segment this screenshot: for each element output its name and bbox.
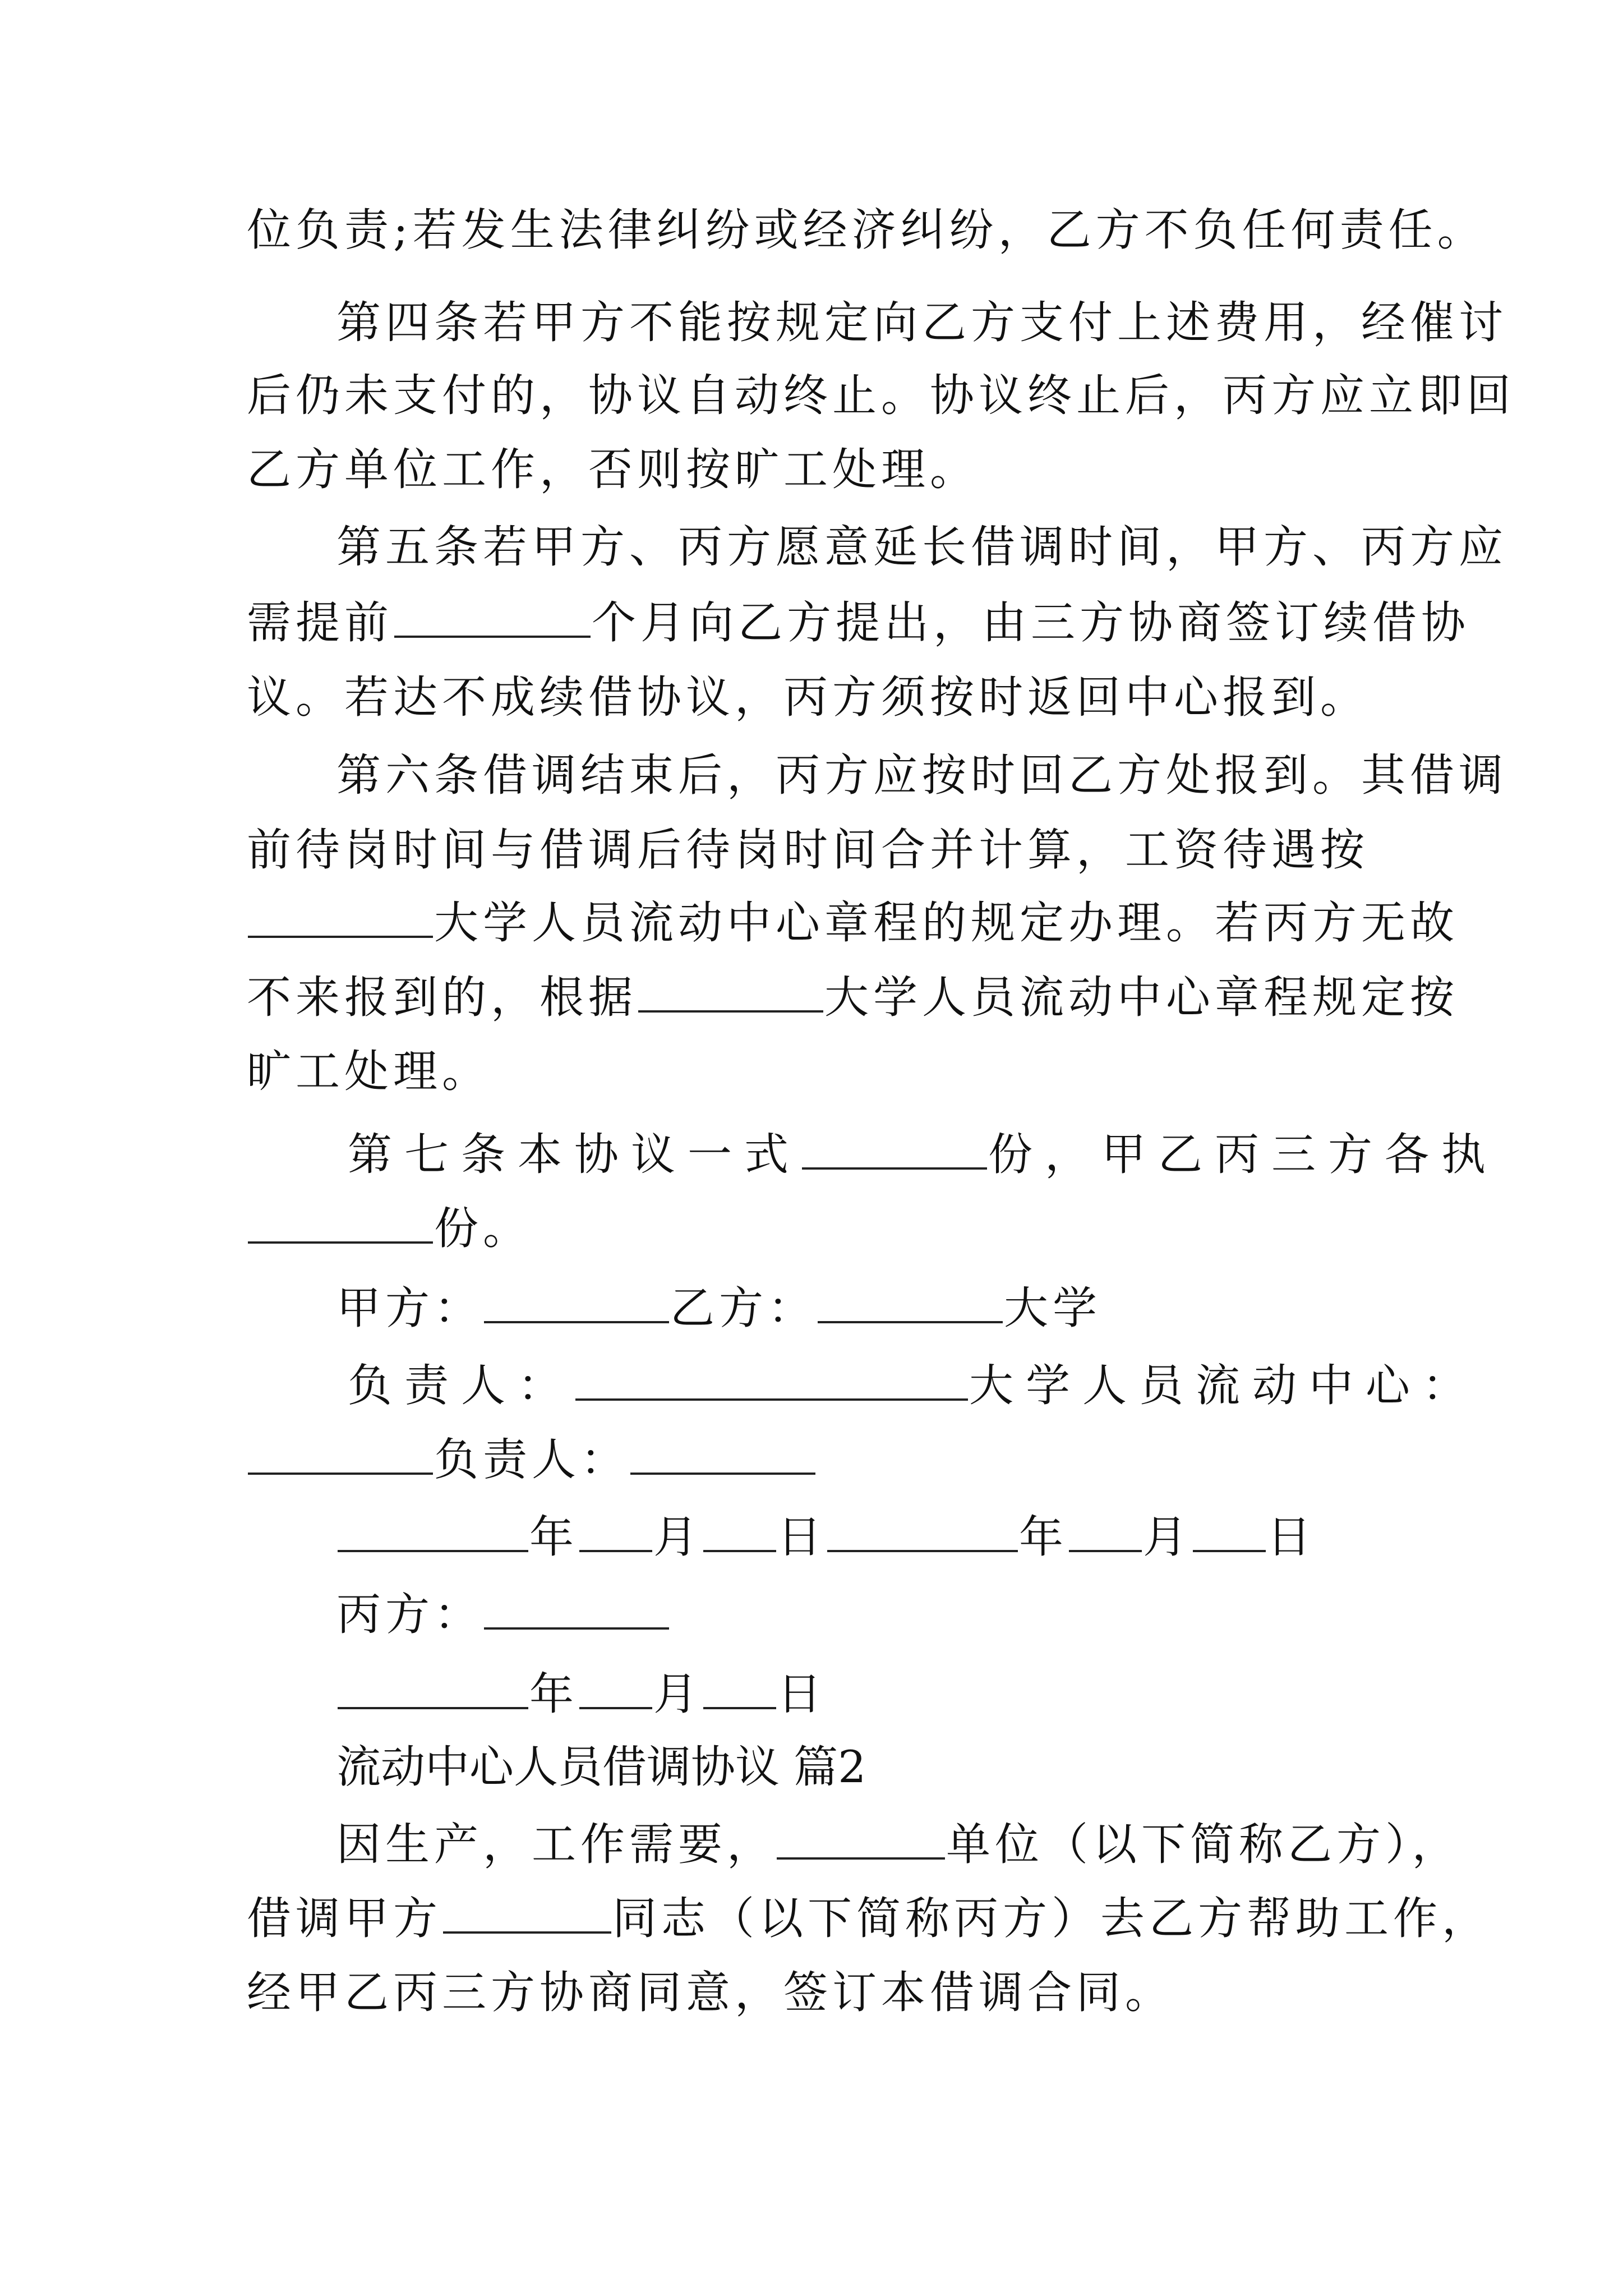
blank-year-b [827, 1516, 1018, 1552]
blank-university-1 [248, 902, 433, 938]
section-2-heading [336, 1733, 1391, 1801]
blank-comrade [443, 1898, 611, 1934]
blank-year-a [338, 1516, 528, 1552]
text-agreement-signed: 经甲乙丙三方协商同意，签订本借调合同。 [247, 1967, 1174, 2018]
signature-party-line [336, 1274, 1391, 1342]
text-responsibility: 位负责;若发生法律纠纷或经济纠纷，乙方不负任何责任。 [247, 204, 1486, 256]
blank-day-b [1193, 1516, 1266, 1552]
blank-month-b [1069, 1516, 1142, 1552]
label-year-b: 年 [1019, 1511, 1068, 1563]
text-article-4-middle: 后仍未支付的，协议自动终止。协议终止后，丙方应立即回 [247, 370, 1515, 421]
blank-month-a [579, 1516, 652, 1552]
text-article-4-start: 第四条若甲方不能按规定向乙方支付上述费用，经催讨 [336, 297, 1507, 348]
article-7-line-1 [348, 1121, 1498, 1188]
signature-date-line-1 [336, 1503, 1391, 1571]
article-5-line-3 [247, 664, 1391, 731]
text-article-5-start: 第五条若甲方、丙方愿意延长借调时间，甲方、丙方应 [336, 521, 1507, 573]
text-comrade-party-c: 同志（以下简称丙方）去乙方帮助工作， [612, 1893, 1491, 1944]
article-6-line-4 [247, 964, 1459, 1031]
text-production-need: 因生产，工作需要， [336, 1819, 776, 1870]
text-center-rules: 大学人员流动中心章程规定按 [824, 972, 1459, 1023]
label-party-b: 乙方： [670, 1282, 817, 1334]
article-6-line-5 [247, 1038, 1391, 1105]
signature-party-c-line [336, 1581, 1391, 1648]
signature-date-line-2 [336, 1660, 1391, 1728]
text-absence: 旷工处理。 [247, 1046, 491, 1097]
label-responsible-person-2: 负责人： [434, 1434, 629, 1485]
label-month-a: 月 [653, 1511, 702, 1563]
text-copies-end: 份。 [434, 1203, 532, 1254]
text-advance-notice: 需提前 [247, 597, 393, 648]
article-6-line-1 [336, 742, 1507, 809]
label-university-center: 大学人员流动中心： [969, 1360, 1479, 1411]
text-article-5-end: 议。若达不成续借协议，丙方须按时返回中心报到。 [247, 671, 1369, 723]
text-article-6-start: 第六条借调结束后，丙方应按时回乙方处报到。其借调 [336, 749, 1507, 801]
signature-responsible-line [348, 1352, 1479, 1419]
article-7-line-2 [247, 1195, 1391, 1262]
blank-university-2 [638, 977, 823, 1013]
label-year-c: 年 [529, 1668, 578, 1720]
label-year-a: 年 [529, 1511, 578, 1563]
text-center-regulations: 大学人员流动中心章程的规定办理。若丙方无故 [434, 897, 1459, 949]
article-5-line-2 [247, 589, 1470, 656]
text-each-party: 份，甲乙丙三方各执 [988, 1129, 1498, 1180]
text-university: 大学 [1004, 1282, 1101, 1334]
article-4-line-3 [247, 436, 1391, 503]
blank-months [394, 602, 591, 638]
label-responsible-person: 负责人： [348, 1360, 574, 1411]
blank-year-c [338, 1673, 528, 1709]
blank-copies-total [802, 1134, 987, 1170]
article-6-line-3 [247, 889, 1459, 956]
blank-responsible-person [575, 1365, 968, 1401]
text-article-6-wage: 前待岗时间与借调后待岗时间合并计算，工资待遇按 [247, 824, 1369, 876]
article-4-line-1 [336, 289, 1507, 356]
label-party-a: 甲方： [336, 1282, 483, 1334]
article-4-line-2 [247, 362, 1515, 429]
blank-month-c [579, 1673, 652, 1709]
section-2-line-1 [336, 1811, 1461, 1878]
label-day-c: 日 [777, 1668, 826, 1720]
article-5-line-1 [336, 513, 1507, 581]
blank-copies-each [248, 1208, 433, 1244]
text-unit-party-b: 单位（以下简称乙方）， [946, 1819, 1461, 1870]
blank-day-c [703, 1673, 776, 1709]
text-article-4-end: 乙方单位工作，否则按旷工处理。 [247, 444, 979, 495]
label-month-b: 月 [1143, 1511, 1192, 1563]
text-months-notice: 个月向乙方提出，由三方协商签订续借协 [592, 597, 1470, 648]
text-not-report: 不来报到的，根据 [247, 972, 637, 1023]
label-party-c: 丙方： [336, 1589, 483, 1640]
section-2-line-3 [247, 1959, 1391, 2026]
article-6-line-2 [247, 816, 1391, 884]
paragraph-line-1 [247, 196, 1486, 264]
text-section-2-title: 流动中心人员借调协议 篇2 [336, 1741, 866, 1793]
label-day-b: 日 [1267, 1511, 1316, 1563]
label-day-a: 日 [777, 1511, 826, 1563]
blank-party-c [484, 1594, 669, 1630]
blank-center-name [248, 1439, 433, 1475]
text-second-party-a: 借调甲方 [247, 1893, 442, 1944]
blank-day-a [703, 1516, 776, 1552]
signature-responsible-line-2 [247, 1426, 1391, 1493]
label-month-c: 月 [653, 1668, 702, 1720]
text-article-7-copies: 第七条本协议一式 [348, 1129, 801, 1180]
blank-responsible-person-2 [630, 1439, 815, 1475]
blank-party-b [818, 1287, 1003, 1323]
blank-party-a [484, 1287, 669, 1323]
blank-unit [777, 1824, 945, 1860]
section-2-line-2 [247, 1885, 1491, 1952]
